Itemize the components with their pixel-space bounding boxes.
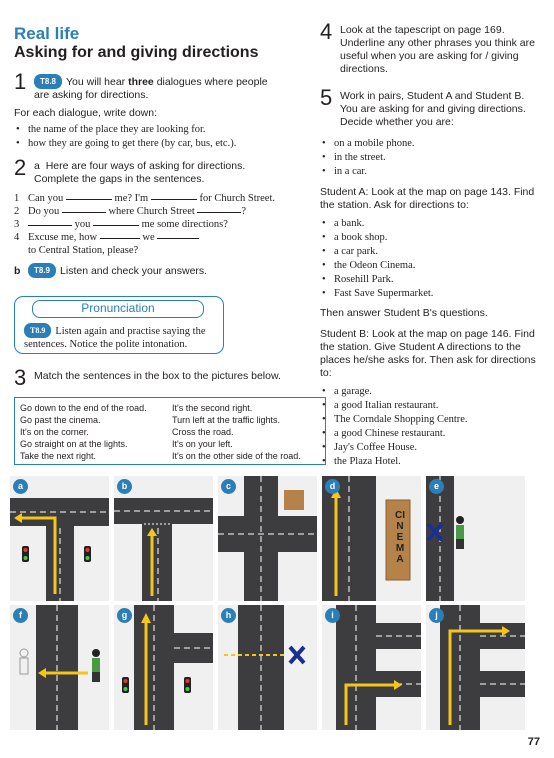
road-diagram bbox=[114, 476, 213, 601]
picture-h bbox=[218, 605, 317, 730]
list-item: • a car park. bbox=[320, 245, 542, 258]
phrase: Cross the road. bbox=[172, 427, 234, 437]
gap-fill-item bbox=[14, 192, 284, 205]
part-label: a bbox=[34, 160, 40, 172]
list-item: • Fast Save Supermarket. bbox=[320, 287, 542, 300]
item-text: ? bbox=[241, 206, 247, 217]
road-diagram bbox=[10, 476, 109, 601]
list-item: • a book shop. bbox=[320, 231, 542, 244]
picture-e bbox=[426, 476, 525, 601]
building-icon bbox=[284, 490, 304, 510]
phrase: It's on the corner. bbox=[20, 427, 89, 437]
list-item: • a good Italian restaurant. bbox=[320, 399, 542, 412]
part-label: b bbox=[14, 265, 21, 277]
cinema-sign: CINEMA bbox=[395, 510, 405, 565]
road-diagram bbox=[426, 605, 525, 730]
exercise-number: 3 bbox=[14, 365, 27, 390]
student-a-instruction: Student A: Look at the map on page 143. Find the station. Ask for directions to: bbox=[320, 186, 535, 211]
phrase-column bbox=[172, 402, 301, 462]
instruction-bold: three bbox=[128, 76, 154, 88]
item-text: where Church Street bbox=[108, 206, 195, 217]
list-item: • a bank. bbox=[320, 217, 542, 230]
item-text: Do you bbox=[28, 206, 60, 217]
list-item: • the Plaza Hotel. bbox=[320, 455, 542, 468]
pronunciation-title: Pronunciation bbox=[32, 300, 204, 318]
section-title: Real life bbox=[14, 24, 80, 43]
exercise-number: 1 bbox=[14, 69, 27, 94]
list-item: • how they are going to get there (by car, bus, etc.). bbox=[14, 137, 282, 150]
gap-blank[interactable] bbox=[93, 218, 139, 226]
gap-blank[interactable] bbox=[197, 205, 241, 213]
item-text: Can you bbox=[28, 193, 64, 204]
item-text: me? I'm bbox=[114, 193, 149, 204]
student-b-instruction: Student B: Look at the map on page 146. Find the station. Give Student A directions to the places he/she asks for. Then ask for directions to: bbox=[320, 328, 536, 379]
phrase: Turn left at the traffic lights. bbox=[172, 415, 281, 425]
gap-fill-list bbox=[14, 192, 284, 257]
student-a-then: Then answer Student B's questions. bbox=[320, 307, 488, 319]
road-diagram bbox=[322, 476, 421, 601]
instruction-text: dialogues where people are asking for directions. bbox=[34, 76, 268, 101]
instruction-text: Look at the tapescript on page 169. Underline any other phrases you think are useful when you are asking for / giving directions. bbox=[340, 24, 535, 75]
bullet-list bbox=[320, 217, 542, 300]
picture-label: c bbox=[221, 479, 236, 494]
picture-label: e bbox=[429, 479, 444, 494]
picture-i bbox=[322, 605, 421, 730]
person-outline-icon bbox=[20, 649, 28, 657]
road-diagram bbox=[218, 605, 317, 730]
instruction-text: Work in pairs, Student A and Student B. You are asking for and giving directions. Decide whether you are: bbox=[340, 90, 526, 128]
picture-label: f bbox=[13, 608, 28, 623]
item-number: 3 bbox=[14, 219, 20, 230]
picture-g bbox=[114, 605, 213, 730]
gap-blank[interactable] bbox=[66, 192, 112, 200]
gap-blank[interactable] bbox=[62, 205, 106, 213]
person-icon bbox=[92, 649, 100, 657]
picture-c bbox=[218, 476, 317, 601]
road-diagram bbox=[426, 476, 525, 601]
picture-f bbox=[10, 605, 109, 730]
gap-blank[interactable] bbox=[157, 231, 199, 239]
picture-a bbox=[10, 476, 109, 601]
road-diagram bbox=[218, 476, 317, 601]
phrase: Go straight on at the lights. bbox=[20, 439, 128, 449]
picture-d bbox=[322, 476, 421, 601]
bullet-list bbox=[320, 385, 542, 468]
picture-j bbox=[426, 605, 525, 730]
exercise-4 bbox=[320, 19, 542, 76]
gap-blank[interactable] bbox=[28, 218, 72, 226]
picture-label: b bbox=[117, 479, 132, 494]
gap-fill-item bbox=[14, 231, 284, 257]
item-number: 4 bbox=[14, 232, 20, 243]
list-item: • Rosehill Park. bbox=[320, 273, 542, 286]
picture-label: h bbox=[221, 608, 236, 623]
page-heading: Asking for and giving directions bbox=[14, 44, 259, 61]
exercise-1 bbox=[14, 69, 282, 151]
bullet-list bbox=[320, 137, 542, 178]
phrase-column bbox=[20, 402, 147, 462]
bullet-list bbox=[14, 123, 282, 150]
list-item: • The Corndale Shopping Centre. bbox=[320, 413, 542, 426]
phrase-box bbox=[14, 397, 326, 465]
instruction-text: Here are four ways of asking for directions. Complete the gaps in the sentences. bbox=[34, 160, 246, 185]
phrase: It's on your left. bbox=[172, 439, 233, 449]
item-number: 1 bbox=[14, 193, 20, 204]
picture-label: d bbox=[325, 479, 340, 494]
list-item: • the name of the place they are looking for. bbox=[14, 123, 282, 136]
phrase: Go down to the end of the road. bbox=[20, 403, 147, 413]
picture-label: j bbox=[429, 608, 444, 623]
phrase: It's on the other side of the road. bbox=[172, 451, 301, 461]
picture-label: i bbox=[325, 608, 340, 623]
exercise-number: 4 bbox=[320, 19, 333, 44]
item-text: we bbox=[142, 232, 155, 243]
list-item: • a good Chinese restaurant. bbox=[320, 427, 542, 440]
item-text: for Church Street. bbox=[199, 193, 275, 204]
list-item: • the Odeon Cinema. bbox=[320, 259, 542, 272]
audio-track-badge[interactable]: T8.9 bbox=[24, 323, 51, 338]
instruction-text: Listen and check your answers. bbox=[60, 265, 208, 277]
picture-label: g bbox=[117, 608, 132, 623]
person-icon bbox=[456, 516, 464, 524]
item-text: me some directions? bbox=[141, 219, 228, 230]
item-text: to Central Station, please? bbox=[28, 245, 139, 256]
road-diagram bbox=[10, 605, 109, 730]
gap-fill-item bbox=[14, 205, 284, 218]
gap-blank[interactable] bbox=[151, 192, 197, 200]
phrase: Go past the cinema. bbox=[20, 415, 101, 425]
pronunciation-text: Listen again and practise saying the sentences. Notice the polite intonation. bbox=[24, 326, 206, 350]
phrase: It's the second right. bbox=[172, 403, 253, 413]
exercise-5 bbox=[320, 85, 542, 469]
list-item: • in a car. bbox=[320, 165, 542, 178]
exercise-number: 2 bbox=[14, 155, 27, 180]
list-item: • Jay's Coffee House. bbox=[320, 441, 542, 454]
list-item: • in the street. bbox=[320, 151, 542, 164]
instruction-text: Match the sentences in the box to the pictures below. bbox=[34, 370, 281, 382]
item-number: 2 bbox=[14, 206, 20, 217]
audio-track-badge[interactable]: T8.9 bbox=[28, 263, 56, 278]
list-item: • on a mobile phone. bbox=[320, 137, 542, 150]
gap-fill-item bbox=[14, 218, 284, 231]
gap-blank[interactable] bbox=[100, 231, 140, 239]
picture-b bbox=[114, 476, 213, 601]
road-diagram bbox=[114, 605, 213, 730]
road-diagram bbox=[322, 605, 421, 730]
instruction-text: You will hear bbox=[66, 76, 129, 88]
page-number: 77 bbox=[527, 736, 540, 748]
item-text: you bbox=[74, 219, 91, 230]
phrase: Take the next right. bbox=[20, 451, 97, 461]
exercise-3 bbox=[14, 365, 304, 390]
pronunciation-text-block bbox=[24, 323, 220, 351]
audio-track-badge[interactable]: T8.8 bbox=[34, 74, 62, 89]
exercise-2 bbox=[14, 155, 284, 278]
exercise-number: 5 bbox=[320, 85, 333, 110]
item-text: Excuse me, how bbox=[28, 232, 98, 243]
list-item: • a garage. bbox=[320, 385, 542, 398]
exercise-prompt: For each dialogue, write down: bbox=[14, 107, 157, 119]
picture-label: a bbox=[13, 479, 28, 494]
